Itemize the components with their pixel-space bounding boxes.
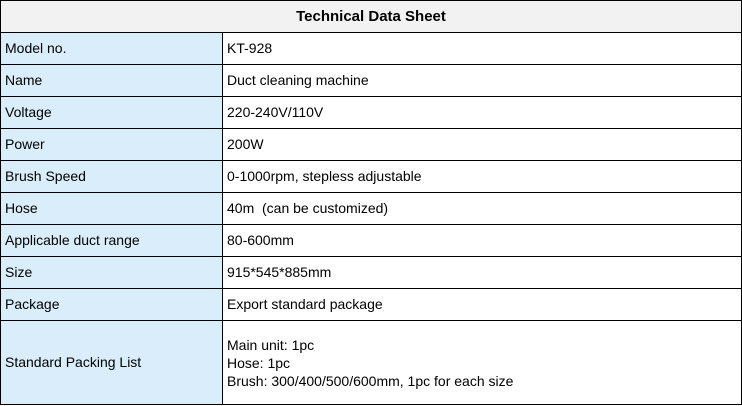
row-label-size: Size bbox=[1, 257, 223, 289]
table-row bbox=[1, 161, 742, 193]
row-label-voltage: Voltage bbox=[1, 97, 223, 129]
row-value-model: KT-928 bbox=[223, 33, 742, 65]
row-value-voltage: 220-240V/110V bbox=[223, 97, 742, 129]
row-label-name: Name bbox=[1, 65, 223, 97]
row-label-model: Model no. bbox=[1, 33, 223, 65]
sheet-title: Technical Data Sheet bbox=[1, 1, 742, 33]
table-row bbox=[1, 193, 742, 225]
table-row bbox=[1, 289, 742, 321]
row-value-packing-list bbox=[223, 321, 742, 405]
row-label-hose: Hose bbox=[1, 193, 223, 225]
row-label-packing-list: Standard Packing List bbox=[1, 321, 223, 405]
title-row bbox=[1, 1, 742, 33]
table-row bbox=[1, 33, 742, 65]
table-row bbox=[1, 321, 742, 405]
row-value-name: Duct cleaning machine bbox=[223, 65, 742, 97]
packing-item-main-unit: Main unit: 1pc bbox=[227, 336, 315, 353]
table-row bbox=[1, 129, 742, 161]
row-label-power: Power bbox=[1, 129, 223, 161]
row-value-size: 915*545*885mm bbox=[223, 257, 742, 289]
row-label-package: Package bbox=[1, 289, 223, 321]
table-row bbox=[1, 257, 742, 289]
row-value-duct-range: 80-600mm bbox=[223, 225, 742, 257]
row-label-duct-range: Applicable duct range bbox=[1, 225, 223, 257]
row-value-power: 200W bbox=[223, 129, 742, 161]
row-value-package: Export standard package bbox=[223, 289, 742, 321]
packing-item-brush: Brush: 300/400/500/600mm, 1pc for each size bbox=[227, 372, 514, 389]
table-row bbox=[1, 65, 742, 97]
table-row bbox=[1, 225, 742, 257]
table-row bbox=[1, 97, 742, 129]
packing-item-hose: Hose: 1pc bbox=[227, 354, 291, 371]
row-value-brush-speed: 0-1000rpm, stepless adjustable bbox=[223, 161, 742, 193]
row-value-hose: 40m (can be customized) bbox=[223, 193, 742, 225]
row-label-brush-speed: Brush Speed bbox=[1, 161, 223, 193]
